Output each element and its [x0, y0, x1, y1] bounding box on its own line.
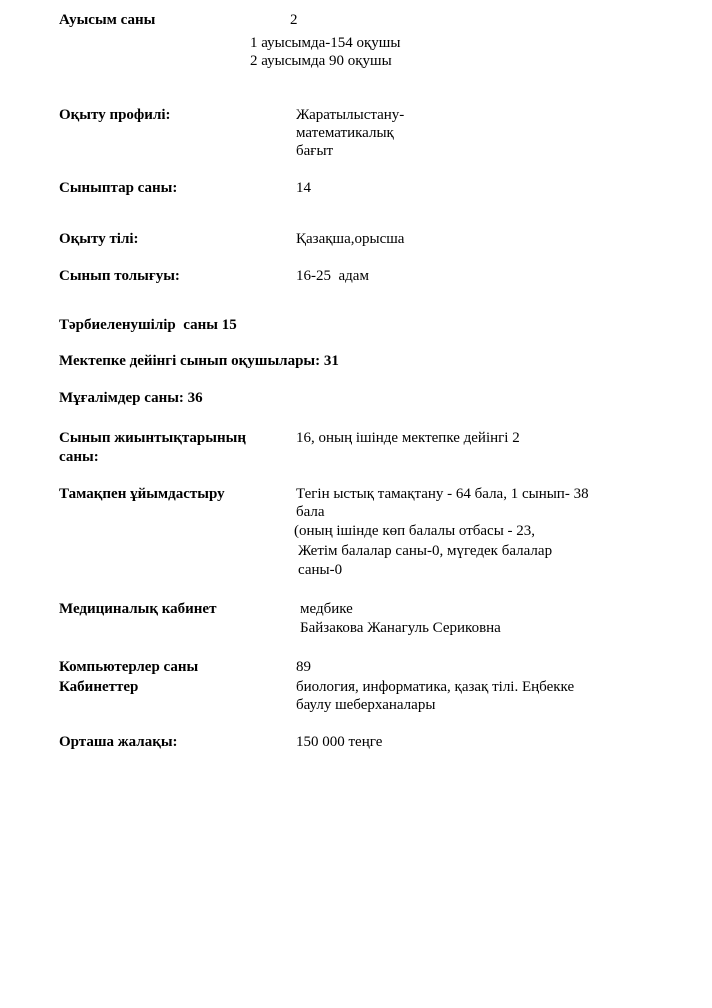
teachers-count: Мұғалімдер саны: 36	[59, 390, 203, 406]
shifts-detail-1: 1 ауысымда-154 оқушы	[250, 35, 401, 51]
language-value: Қазақша,орысша	[296, 231, 405, 247]
profile-value-line-2: математикалық	[296, 125, 394, 141]
catering-value-line-2: бала	[296, 504, 325, 520]
computers-value: 89	[296, 659, 311, 675]
catering-label: Тамақпен ұйымдастыру	[59, 486, 225, 502]
profile-value-line-1: Жаратылыстану-	[296, 107, 405, 123]
profile-label: Оқыту профилі:	[59, 107, 171, 123]
salary-value: 150 000 теңге	[296, 734, 383, 750]
classes-label: Сыныптар саны:	[59, 180, 178, 196]
class-sets-value: 16, оның ішінде мектепке дейінгі 2	[296, 430, 520, 446]
catering-value-line-5: саны-0	[298, 562, 343, 578]
language-label: Оқыту тілі:	[59, 231, 139, 247]
class-size-label: Сынып толығуы:	[59, 268, 180, 284]
medical-label: Медициналық кабинет	[59, 601, 217, 617]
computers-label: Компьютерлер саны	[59, 659, 199, 675]
medical-value-line-2: Байзакова Жанагуль Сериковна	[300, 620, 501, 636]
pupils-count: Тәрбиеленушілір саны 15	[59, 317, 237, 333]
cabinets-label: Кабинеттер	[59, 679, 139, 695]
cabinets-value-line-1: биология, информатика, қазақ тілі. Еңбекке	[296, 679, 575, 695]
medical-value-line-1: медбике	[300, 601, 353, 617]
catering-value-line-4: Жетім балалар саны-0, мүгедек балалар	[298, 543, 553, 559]
catering-value-line-1: Тегін ыстық тамақтану - 64 бала, 1 сынып- 38	[296, 486, 589, 502]
class-sets-label-line-2: саны:	[59, 449, 99, 465]
shifts-label: Ауысым саны	[59, 12, 156, 28]
salary-label: Орташа жалақы:	[59, 734, 178, 750]
shifts-value: 2	[290, 12, 298, 28]
class-sets-label-line-1: Сынып жиынтықтарының	[59, 430, 246, 446]
catering-value-line-3: (оның ішінде көп балалы отбасы - 23,	[294, 523, 536, 539]
shifts-detail-2: 2 ауысымда 90 оқушы	[250, 53, 392, 69]
classes-value: 14	[296, 180, 311, 196]
cabinets-value-line-2: баулу шеберханалары	[296, 697, 436, 713]
profile-value-line-3: бағыт	[296, 143, 334, 159]
preschool-count: Мектепке дейінгі сынып оқушылары: 31	[59, 353, 339, 369]
class-size-value: 16-25 адам	[296, 268, 369, 284]
